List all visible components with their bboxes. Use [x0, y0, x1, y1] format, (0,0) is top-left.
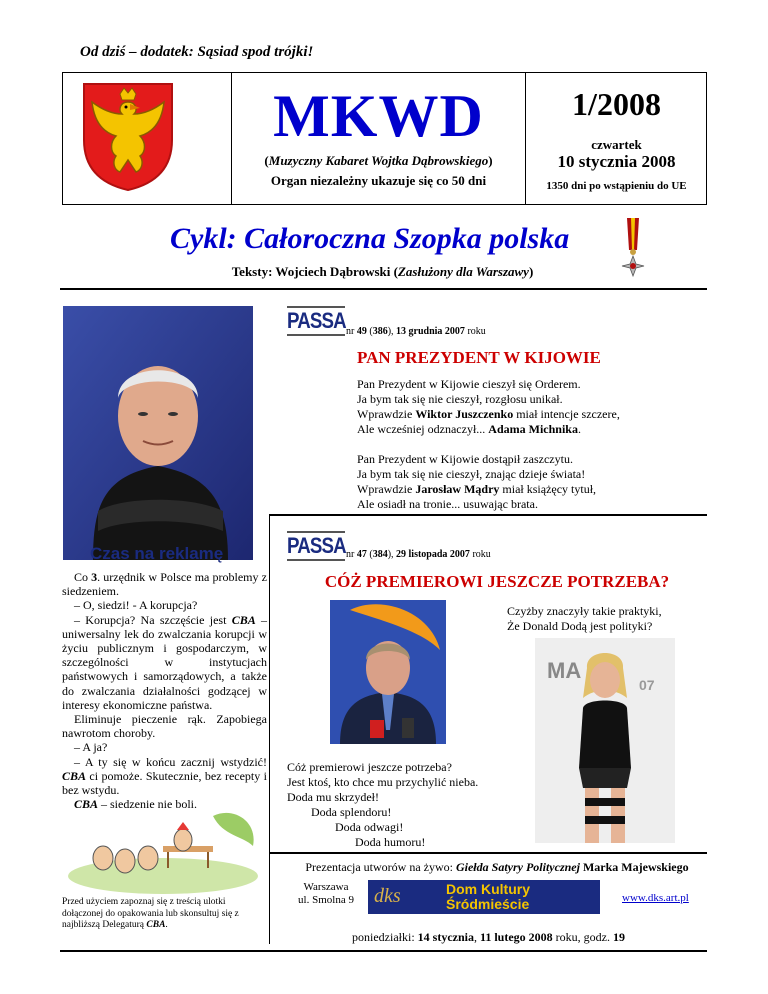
masthead-organ: Organ niezależny ukazuje się co 50 dni — [270, 173, 487, 188]
address: Warszawa ul. Smolna 9 — [298, 881, 354, 906]
divider — [269, 852, 707, 854]
issue-weekday: czwartek — [591, 137, 642, 152]
days-since-eu: 1350 dni po wstąpieniu do UE — [546, 180, 687, 192]
svg-text:MA: MA — [547, 658, 582, 683]
portrait-photo — [63, 306, 253, 560]
article2-source: nr 47 (384), 29 listopada 2007 roku — [346, 549, 491, 560]
article2-verse: Cóż premierowi jeszcze potrzeba? Jest ktoś, kto chce mu przychylić nieba. Doda mu skrzydeł! Doda splendoru! Doda odwagi! Doda humoru! — [287, 760, 479, 849]
singer-photo — [535, 638, 675, 843]
ad-warning: Przed użyciem zapoznaj się z treścią ulotki dołączonej do opakowania lub skonsultuj się z najbliższą Delegaturą CBA. — [62, 897, 239, 930]
politician-photo — [330, 600, 446, 744]
article2-question: Czyżby znaczyły takie praktyki, Że Donald Dodą jest polityki? — [507, 604, 662, 633]
article2-title: CÓŻ PREMIEROWI JESZCZE POTRZEBA? — [324, 572, 670, 591]
credits: Teksty: Wojciech Dąbrowski (Zasłużony dla Warszawy) — [231, 264, 534, 279]
column-divider — [269, 514, 270, 944]
crest-icon — [80, 80, 176, 192]
article1-title: PAN PREZYDENT W KIJOWIE — [357, 348, 601, 367]
dks-link[interactable]: www.dks.art.pl — [622, 892, 689, 904]
divider — [60, 288, 707, 290]
issue-date: 10 stycznia 2008 — [557, 152, 676, 171]
ad-title: Czas na reklamę — [90, 544, 224, 563]
top-note: Od dziś – dodatek: Sąsiad spod trójki! — [80, 44, 314, 60]
presentation-info: Prezentacja utworów na żywo: Giełda Satyry Politycznej Marka Majewskiego — [305, 860, 689, 874]
passa-logo: PASSA — [287, 306, 356, 336]
divider — [60, 950, 707, 952]
divider — [269, 514, 707, 516]
ad-text: Co 3. urzędnik w Polsce ma problemy z siedzeniem. – O, siedzi! - A korupcja? – Korupcja? Na szczęście jest CBA – uniwersalny lek do zwalczania korupcji w życiu publicznym i gospodarczym, w szczególności w instytucjach państwowych i samorządowych, a także do zwalczania działalności godzącej w interesy ekonomiczne państwa. Eliminuje pieczenie rąk. Zapobiega nawrotom choroby. – A ja? – A ty się w końcu zacznij wstydzić! CBA ci pomoże. Skutecznie, bez recepty i bez wstydu. CBA – siedzenie nie boli. — [62, 570, 268, 812]
dks-logo: dks Dom Kultury Śródmieście — [368, 880, 600, 914]
cartoon-illustration — [63, 806, 263, 898]
masthead-subtitle: (Muzyczny Kabaret Wojtka Dąbrowskiego) — [264, 153, 493, 168]
cycle-title: Cykl: Całoroczna Szopka polska — [170, 222, 570, 255]
passa-logo: PASSA — [287, 531, 356, 561]
article1-source: nr 49 (386), 13 grudnia 2007 roku — [346, 326, 486, 337]
issue-number: 1/2008 — [572, 86, 661, 122]
article1-poem: Pan Prezydent w Kijowie cieszył się Orderem. Ja bym tak się nie cieszył, rozgłosu unikał. Wprawdzie Wiktor Juszczenko miał intencje szczere, Ale wcześniej odznaczył... Adama Michnika. Pan Prezydent w Kijowie dostąpił zaszczytu. Ja bym tak się nie cieszył, znając dzieje świata! Wprawdzie Jarosław Mądry miał książęcy tytuł, Ale osiadł na tronie... usuwając brata. — [357, 377, 620, 511]
masthead-title: MKWD — [273, 83, 484, 149]
svg-text:07: 07 — [639, 677, 655, 693]
performance-dates: poniedziałki: 14 stycznia, 11 lutego 2008 roku, godz. 19 — [352, 930, 625, 944]
